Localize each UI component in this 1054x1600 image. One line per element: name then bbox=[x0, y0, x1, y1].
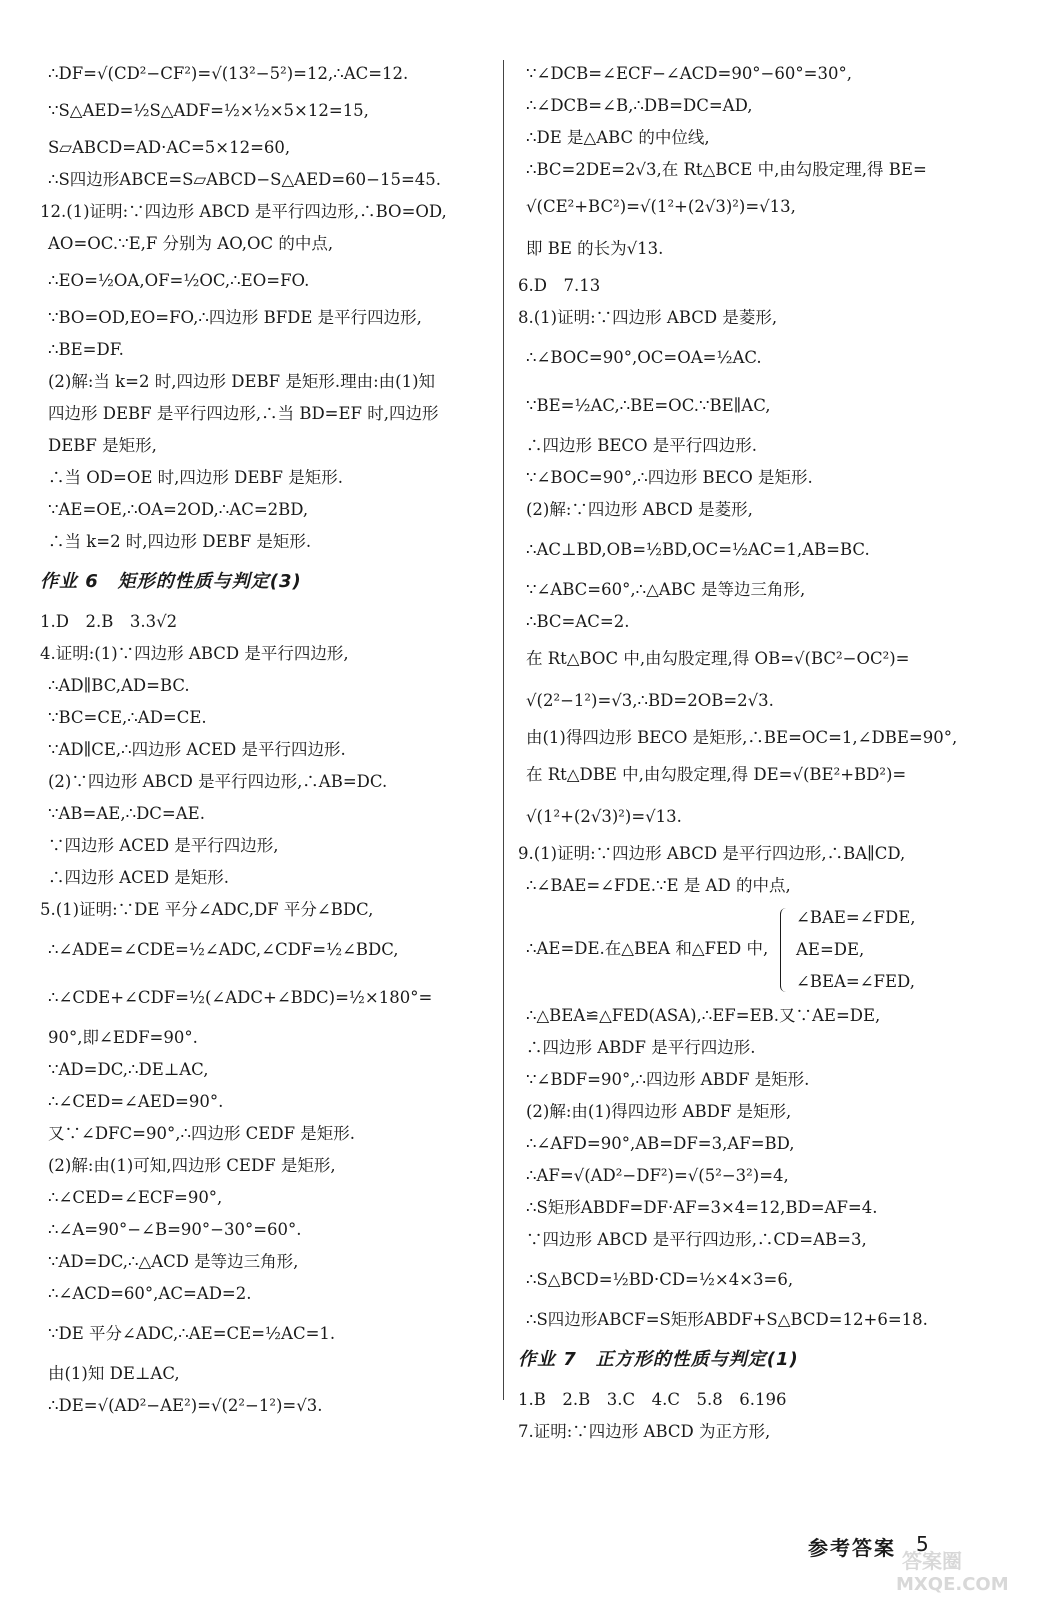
answer-line: (2)解:由(1)得四边形 ABDF 是矩形, bbox=[526, 1102, 792, 1121]
answer-line: ∴DE 是△ABC 的中位线, bbox=[526, 128, 710, 147]
answer-line: 由(1)得四边形 BECO 是矩形,∴BE=OC=1,∠DBE=90°, bbox=[526, 728, 958, 747]
answer-line: ∴EO=½OA,OF=½OC,∴EO=FO. bbox=[48, 271, 310, 290]
answer-line: ∴∠A=90°−∠B=90°−30°=60°. bbox=[48, 1220, 302, 1239]
answer-line: ∴当 OD=OE 时,四边形 DEBF 是矩形. bbox=[48, 468, 343, 487]
answer-line: ∴∠CDE+∠CDF=½(∠ADC+∠BDC)=½×180°= bbox=[48, 988, 433, 1007]
answer-line: ∴∠ACD=60°,AC=AD=2. bbox=[48, 1284, 252, 1303]
answer-line: ∵四边形 ABCD 是平行四边形,∴CD=AB=3, bbox=[526, 1230, 867, 1249]
right-column bbox=[518, 58, 993, 1448]
answer-line: ∴AD∥BC,AD=BC. bbox=[48, 676, 190, 695]
answer-line: 四边形 DEBF 是平行四边形,∴当 BD=EF 时,四边形 bbox=[48, 404, 439, 423]
answer-line: (2)解:∵四边形 ABCD 是菱形, bbox=[526, 500, 753, 519]
answer-line: 4.证明:(1)∵四边形 ABCD 是平行四边形, bbox=[40, 644, 349, 663]
answer-line: ∴DE=√(AD²−AE²)=√(2²−1²)=√3. bbox=[48, 1396, 323, 1415]
answer-line: ∴BE=DF. bbox=[48, 340, 124, 359]
answer-line: 即 BE 的长为√13. bbox=[526, 239, 664, 258]
answer-line: ∵∠BOC=90°,∴四边形 BECO 是矩形. bbox=[526, 468, 813, 487]
answer-line: ∴∠ADE=∠CDE=½∠ADC,∠CDF=½∠BDC, bbox=[48, 940, 399, 959]
answer-line: ∵∠BDF=90°,∴四边形 ABDF 是矩形. bbox=[526, 1070, 810, 1089]
answer-line: ∵AE=OE,∴OA=2OD,∴AC=2BD, bbox=[48, 500, 309, 519]
answer-line: 90°,即∠EDF=90°. bbox=[48, 1028, 198, 1047]
answer-line: 又∵∠DFC=90°,∴四边形 CEDF 是矩形. bbox=[48, 1124, 356, 1143]
answer-line: ∵AD=DC,∴△ACD 是等边三角形, bbox=[48, 1252, 299, 1271]
answer-line: 8.(1)证明:∵四边形 ABCD 是菱形, bbox=[518, 308, 778, 327]
answer-line: √(CE²+BC²)=√(1²+(2√3)²)=√13, bbox=[526, 197, 796, 216]
section-heading: 作业 7 正方形的性质与判定(1) bbox=[518, 1349, 799, 1370]
page-number: 5 bbox=[916, 1532, 929, 1556]
answer-line: ∵∠ABC=60°,∴△ABC 是等边三角形, bbox=[526, 580, 806, 599]
answer-line: ∴S矩形ABDF=DF·AF=3×4=12,BD=AF=4. bbox=[526, 1198, 878, 1217]
answer-line: ∴∠BAE=∠FDE.∵E 是 AD 的中点, bbox=[526, 876, 791, 895]
answer-line: ∵AD∥CE,∴四边形 ACED 是平行四边形. bbox=[48, 740, 346, 759]
answer-line: ∵BC=CE,∴AD=CE. bbox=[48, 708, 207, 727]
answer-line: DEBF 是矩形, bbox=[48, 436, 157, 455]
answer-line: ∴∠CED=∠AED=90°. bbox=[48, 1092, 224, 1111]
watermark-text: 答案圈 bbox=[902, 1549, 962, 1573]
answer-line: (2)解:由(1)可知,四边形 CEDF 是矩形, bbox=[48, 1156, 336, 1175]
answer-line: ∴AC⊥BD,OB=½BD,OC=½AC=1,AB=BC. bbox=[526, 540, 870, 559]
section-heading: 作业 6 矩形的性质与判定(3) bbox=[40, 571, 302, 592]
answer-line: (2)∵四边形 ABCD 是平行四边形,∴AB=DC. bbox=[48, 772, 388, 791]
answer-line: 1.B 2.B 3.C 4.C 5.8 6.196 bbox=[518, 1390, 787, 1409]
answer-line: ∵∠DCB=∠ECF−∠ACD=90°−60°=30°, bbox=[526, 64, 852, 83]
answer-line: 12.(1)证明:∵四边形 ABCD 是平行四边形,∴BO=OD, bbox=[40, 202, 447, 221]
brace-case-2: AE=DE, bbox=[796, 940, 865, 959]
answer-line: ∴BC=AC=2. bbox=[526, 612, 630, 631]
answer-line: ∴S四边形ABCF=S矩形ABDF+S△BCD=12+6=18. bbox=[526, 1310, 928, 1329]
brace-case-3: ∠BEA=∠FED, bbox=[796, 972, 915, 991]
answer-line: ∵S△AED=½S△ADF=½×½×5×12=15, bbox=[48, 101, 369, 120]
answer-line: ∴∠AFD=90°,AB=DF=3,AF=BD, bbox=[526, 1134, 795, 1153]
answer-line: ∴四边形 BECO 是平行四边形. bbox=[526, 436, 758, 455]
answer-line: ∴当 k=2 时,四边形 DEBF 是矩形. bbox=[48, 532, 312, 551]
answer-line: 5.(1)证明:∵DE 平分∠ADC,DF 平分∠BDC, bbox=[40, 900, 374, 919]
answer-line: ∴∠CED=∠ECF=90°, bbox=[48, 1188, 223, 1207]
answer-line: 1.D 2.B 3.3√2 bbox=[40, 612, 178, 631]
answer-line: ∵DE 平分∠ADC,∴AE=CE=½AC=1. bbox=[48, 1324, 336, 1343]
answer-line: √(2²−1²)=√3,∴BD=2OB=2√3. bbox=[526, 691, 774, 710]
column-divider bbox=[503, 60, 504, 1400]
answer-line: 在 Rt△DBE 中,由勾股定理,得 DE=√(BE²+BD²)= bbox=[526, 765, 907, 784]
answer-line: ∵四边形 ACED 是平行四边形, bbox=[48, 836, 279, 855]
answer-line: ∴DF=√(CD²−CF²)=√(13²−5²)=12,∴AC=12. bbox=[48, 64, 409, 83]
answer-line: √(1²+(2√3)²)=√13. bbox=[526, 807, 682, 826]
answer-line: ∴BC=2DE=2√3,在 Rt△BCE 中,由勾股定理,得 BE= bbox=[526, 160, 927, 179]
answer-line: ∵BE=½AC,∴BE=OC.∵BE∥AC, bbox=[526, 396, 771, 415]
brace-cases bbox=[796, 902, 916, 998]
answer-line: 6.D 7.13 bbox=[518, 276, 601, 295]
watermark-logo bbox=[894, 1546, 1044, 1594]
answer-line: (2)解:当 k=2 时,四边形 DEBF 是矩形.理由:由(1)知 bbox=[48, 372, 436, 391]
brace-system bbox=[518, 902, 993, 1000]
answer-line: ∵AD=DC,∴DE⊥AC, bbox=[48, 1060, 209, 1079]
answer-line: ∴AF=√(AD²−DF²)=√(5²−3²)=4, bbox=[526, 1166, 789, 1185]
left-brace-icon bbox=[780, 908, 791, 992]
answer-line: ∴S△BCD=½BD·CD=½×4×3=6, bbox=[526, 1270, 794, 1289]
brace-case-1: ∠BAE=∠FDE, bbox=[796, 908, 916, 927]
answer-line: 7.证明:∵四边形 ABCD 为正方形, bbox=[518, 1422, 771, 1441]
footer-label: 参考答案 bbox=[808, 1536, 896, 1560]
answer-line: S▱ABCD=AD·AC=5×12=60, bbox=[48, 138, 291, 157]
answer-line: 9.(1)证明:∵四边形 ABCD 是平行四边形,∴BA∥CD, bbox=[518, 844, 906, 863]
answer-line: 由(1)知 DE⊥AC, bbox=[48, 1364, 180, 1383]
answer-line: ∵BO=OD,EO=FO,∴四边形 BFDE 是平行四边形, bbox=[48, 308, 422, 327]
watermark-url: MXQE.COM bbox=[896, 1574, 1009, 1594]
answer-line: ∴S四边形ABCE=S▱ABCD−S△AED=60−15=45. bbox=[48, 170, 442, 189]
answer-line: ∵AB=AE,∴DC=AE. bbox=[48, 804, 205, 823]
answer-line: ∴四边形 ABDF 是平行四边形. bbox=[526, 1038, 756, 1057]
answer-line: ∴∠DCB=∠B,∴DB=DC=AD, bbox=[526, 96, 753, 115]
left-column bbox=[40, 58, 495, 1422]
answer-line: 在 Rt△BOC 中,由勾股定理,得 OB=√(BC²−OC²)= bbox=[526, 649, 910, 668]
answer-line: ∴∠BOC=90°,OC=OA=½AC. bbox=[526, 348, 762, 367]
brace-lead: ∴AE=DE.在△BEA 和△FED 中, bbox=[526, 939, 769, 958]
answer-line: ∴△BEA≌△FED(ASA),∴EF=EB.又∵AE=DE, bbox=[526, 1006, 881, 1025]
answer-line: ∴四边形 ACED 是矩形. bbox=[48, 868, 230, 887]
answer-line: AO=OC.∵E,F 分别为 AO,OC 的中点, bbox=[48, 234, 334, 253]
